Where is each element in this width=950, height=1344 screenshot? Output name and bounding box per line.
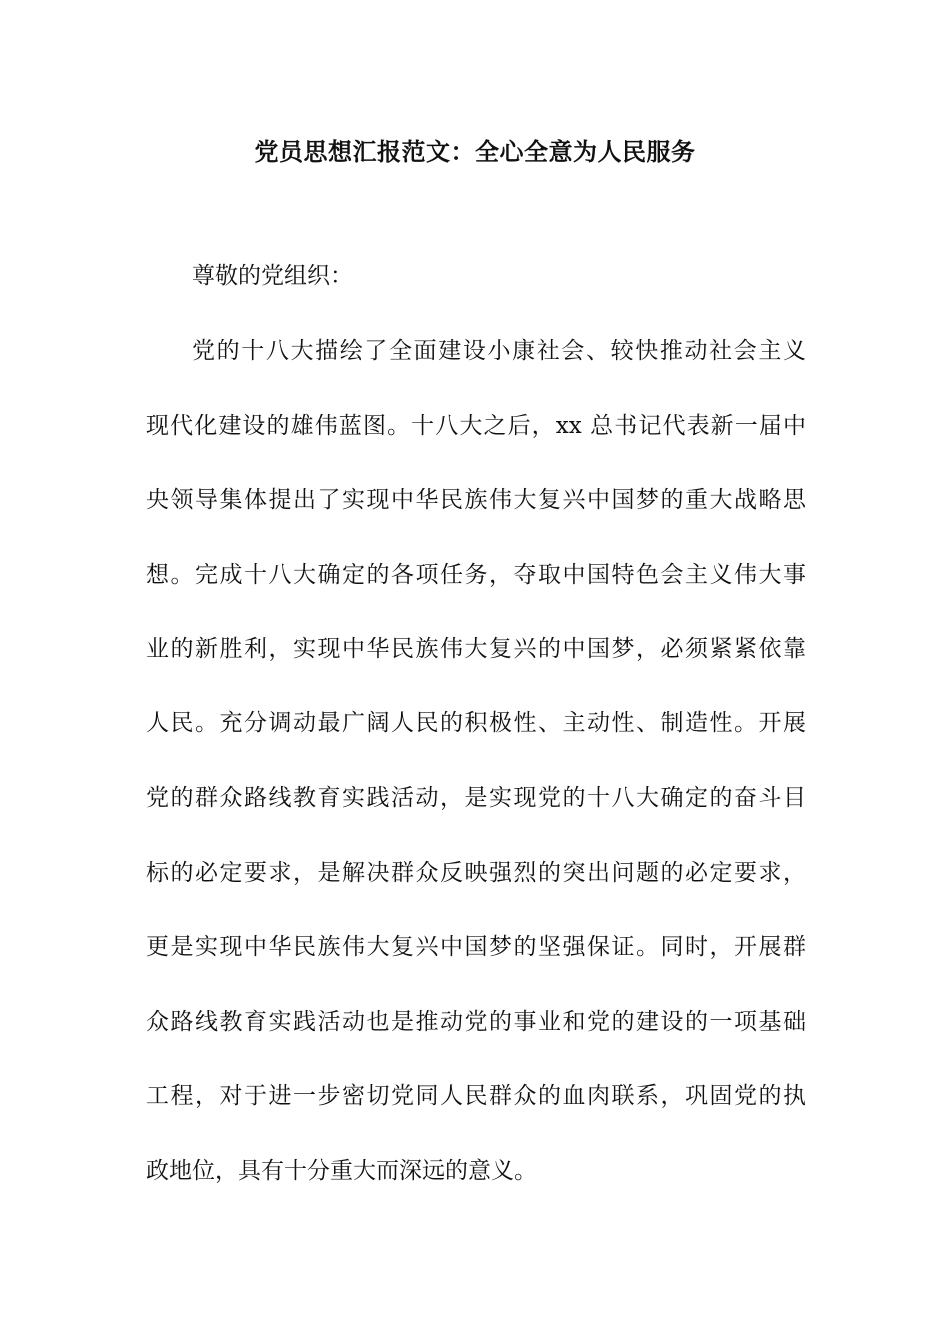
paragraph-line: 人民。充分调动最广阔人民的积极性、主动性、制造性。开展 xyxy=(146,710,806,736)
paragraph-line: 众路线教育实践活动也是推动党的事业和党的建设的一项基础 xyxy=(146,1009,806,1035)
paragraph-line: 党的十八大描绘了全面建设小康社会、较快推动社会主义 xyxy=(192,338,806,364)
paragraph-line: 想。完成十八大确定的各项任务，夺取中国特色会主义伟大事 xyxy=(146,562,806,588)
paragraph-line: 业的新胜利，实现中华民族伟大复兴的中国梦，必须紧紧依靠 xyxy=(146,636,806,662)
paragraph-line: 党的群众路线教育实践活动，是实现党的十八大确定的奋斗目 xyxy=(146,785,806,811)
paragraph-line: 央领导集体提出了实现中华民族伟大复兴中国梦的重大战略思 xyxy=(146,487,806,513)
paragraph-line: 标的必定要求，是解决群众反映强烈的突出问题的必定要求， xyxy=(146,860,806,886)
paragraph-line: 工程，对于进一步密切党同人民群众的血肉联系，巩固党的执 xyxy=(146,1083,806,1109)
paragraph-line: 政地位，具有十分重大而深远的意义。 xyxy=(146,1158,537,1184)
salutation: 尊敬的党组织： xyxy=(192,263,353,289)
paragraph-line: 更是实现中华民族伟大复兴中国梦的坚强保证。同时，开展群 xyxy=(146,934,806,960)
document-title: 党员思想汇报范文：全心全意为人民服务 xyxy=(254,138,696,166)
paragraph-line: 现代化建设的雄伟蓝图。十八大之后，xx 总书记代表新一届中 xyxy=(146,413,806,439)
